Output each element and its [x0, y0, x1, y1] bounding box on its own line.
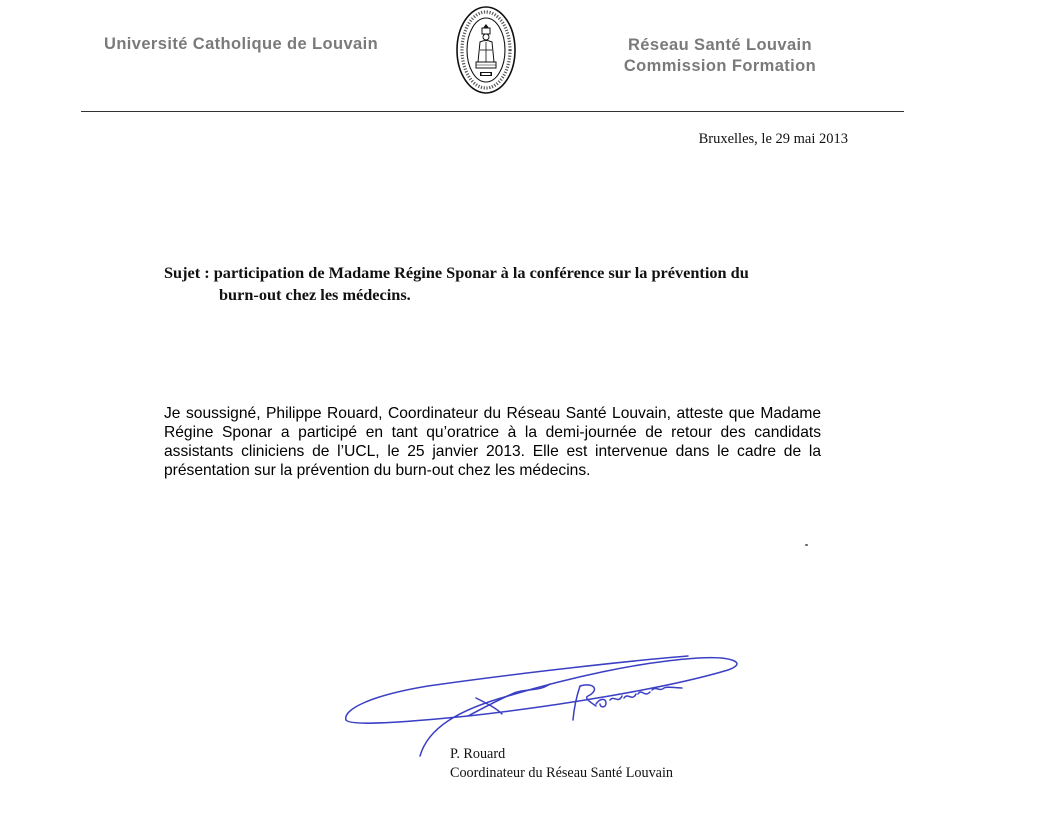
attestation-paragraph: Je soussigné, Philippe Rouard, Coordinateur du Réseau Santé Louvain, atteste que Madame Régine Sponar a participé en tant qu’oratrice à la demi-journée de retour des candidats assistants cliniciens de l’UCL, le 25 janvier 2013. Elle est intervenue dans le cadre de la présentation sur la prévention du burn-out chez les médecins.	[164, 405, 821, 479]
signatory-name: P. Rouard	[450, 746, 506, 762]
subject-line-2: burn-out chez les médecins.	[219, 285, 411, 304]
network-header	[600, 35, 840, 77]
university-name: Université Catholique de Louvain	[104, 35, 379, 53]
signatory-role: Coordinateur du Réseau Santé Louvain	[450, 765, 674, 781]
header-divider	[81, 111, 904, 112]
commission-name: Commission Formation	[623, 57, 817, 75]
subject-block	[164, 262, 854, 306]
handwritten-signature	[338, 648, 748, 770]
scan-speck	[805, 544, 808, 546]
date-line: Bruxelles, le 29 mai 2013	[698, 131, 848, 147]
subject-line-1: Sujet : participation de Madame Régine Sponar à la conférence sur la prévention du	[164, 263, 749, 282]
network-name: Réseau Santé Louvain	[627, 36, 813, 54]
university-seal-logo	[454, 4, 518, 96]
